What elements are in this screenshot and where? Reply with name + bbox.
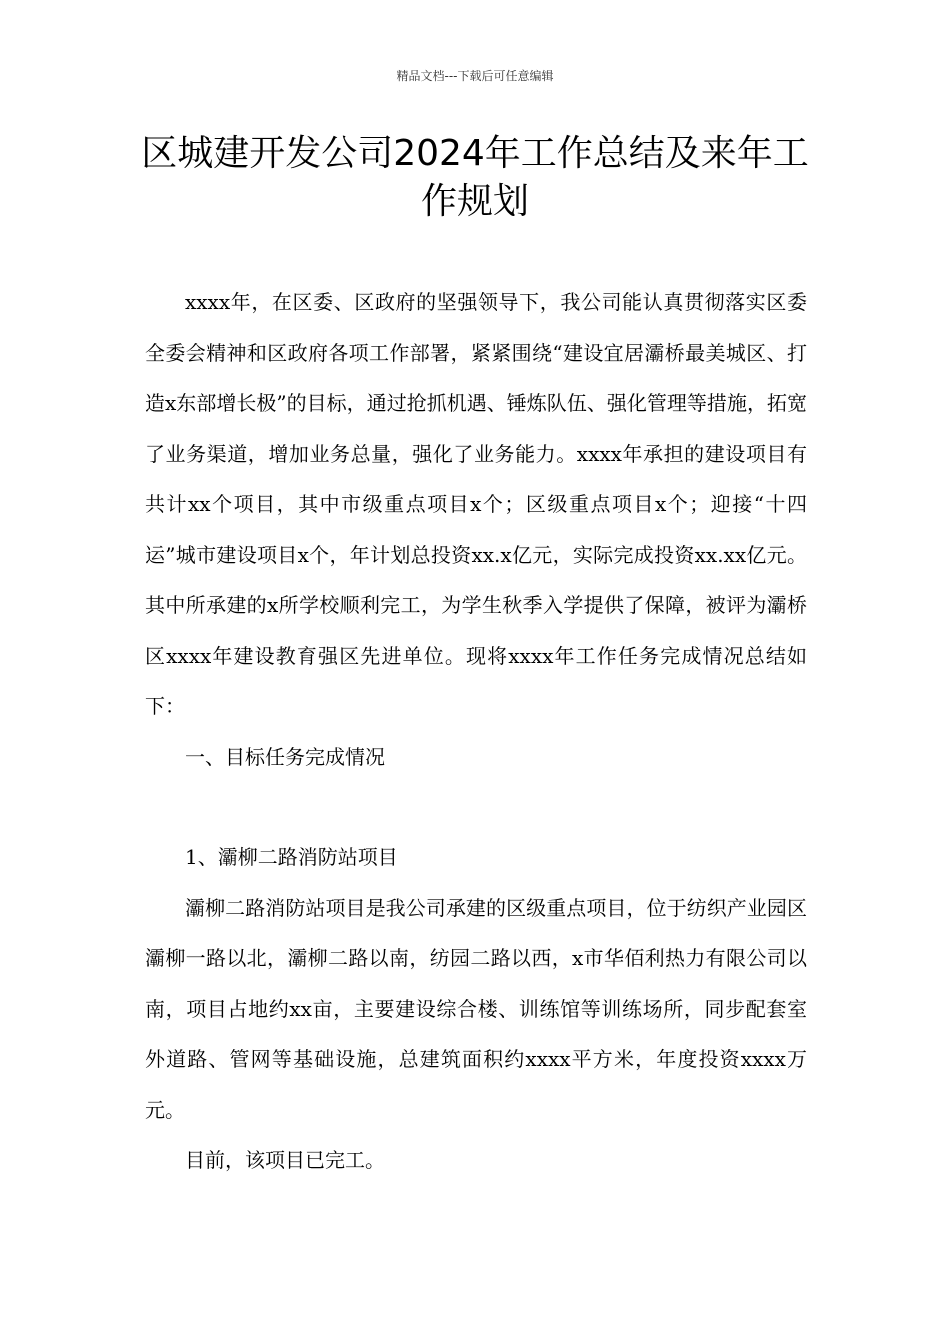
intro-paragraph: xxxx年，在区委、区政府的坚强领导下，我公司能认真贯彻落实区委全委会精神和区政府各项工作部署，紧紧围绕“建设宜居灞桥最美城区、打造x东部增长极”的目标，通过抢抓机遇、锤炼队伍、强化管理等措施，拓宽了业务渠道，增加业务总量，强化了业务能力。xxxx年承担的建设项目有共计xx个项目，其中市级重点项目x个；区级重点项目x个；迎接“十四运”城市建设项目x个，年计划总投资xx.x亿元，实际完成投资xx.xx亿元。其中所承建的x所学校顺利完工，为学生秋季入学提供了保障，被评为灞桥区xxxx年建设教育强区先进单位。现将xxxx年工作任务完成情况总结如下： — [145, 290, 807, 718]
header-note: 精品文档---下载后可任意编辑 — [396, 69, 554, 83]
item-paragraph: 灞柳二路消防站项目是我公司承建的区级重点项目，位于纺织产业园区灞柳一路以北，灞柳二路以南，纺园二路以西，x市华佰利热力有限公司以南，项目占地约xx亩，主要建设综合楼、训练馆等训练场所，同步配套室外道路、管网等基础设施，总建筑面积约xxxx平方米，年度投资xxxx万元。 — [145, 895, 807, 1122]
document-title: 区城建开发公司2024年工作总结及来年工作规划 — [141, 133, 809, 222]
section-heading: 一、目标任务完成情况 — [185, 744, 385, 769]
status-paragraph: 目前，该项目已完工。 — [185, 1148, 385, 1172]
document-body — [145, 277, 807, 1186]
blank-line — [145, 782, 807, 832]
item-heading: 1、灞柳二路消防站项目 — [185, 845, 398, 869]
